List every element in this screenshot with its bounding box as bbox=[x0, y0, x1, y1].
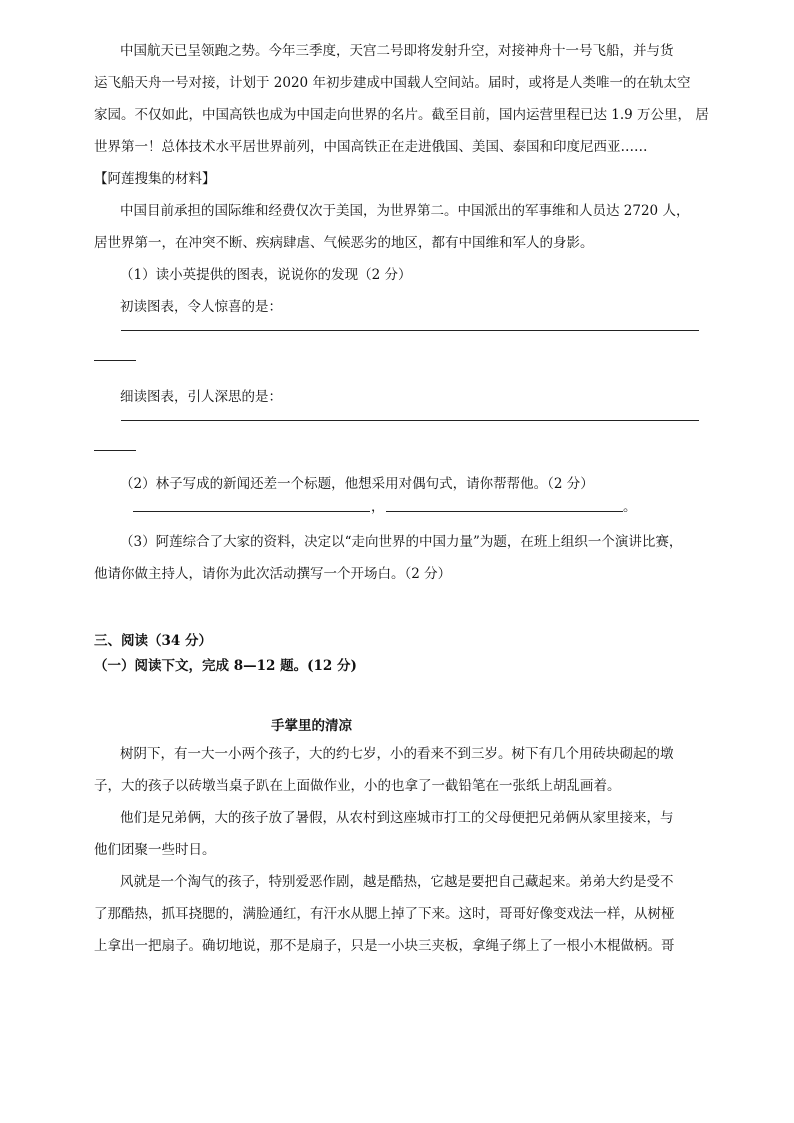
section-heading: 三、阅读（34 分） bbox=[94, 633, 212, 649]
alian-text-line-1: 中国目前承担的国际维和经费仅次于美国，为世界第二。中国派出的军事维和人员达 2720 人， bbox=[120, 203, 690, 219]
question-1-part-b: 细读图表，引人深思的是： bbox=[120, 389, 282, 405]
title-period: 。 bbox=[623, 499, 637, 515]
question-3-line-1: （3）阿莲综合了大家的资料，决定以“走向世界的中国力量”为题，在班上组织一个演讲比赛， bbox=[120, 534, 683, 550]
answer-line bbox=[94, 450, 136, 451]
intro-line-4: 世界第一！总体技术水平居世界前列，中国高铁正在走进俄国、美国、泰国和印度尼西亚…… bbox=[94, 139, 648, 155]
section-subheading: （一）阅读下文，完成 8—12 题。(12 分) bbox=[94, 658, 357, 674]
intro-line-2: 运飞船天舟一号对接，计划于 2020 年初步建成中国载人空间站。届时，或将是人类唯一的在轨太空 bbox=[94, 75, 691, 91]
alian-text-line-2: 居世界第一，在冲突不断、疾病肆虐、气候恶劣的地区，都有中国维和军人的身影。 bbox=[94, 235, 594, 251]
story-line: 子，大的孩子以砖墩当桌子趴在上面做作业，小的也拿了一截铅笔在一张纸上胡乱画着。 bbox=[94, 778, 621, 794]
title-comma: ， bbox=[371, 499, 385, 515]
story-line: 了那酷热，抓耳挠腮的，满脸通红，有汗水从腮上掉了下来。这时，哥哥好像变戏法一样，从树桠 bbox=[94, 906, 675, 922]
intro-line-1: 中国航天已呈领跑之势。今年三季度，天宫二号即将发射升空，对接神舟十一号飞船，并与货 bbox=[120, 43, 674, 59]
story-line: 树阴下，有一大一小两个孩子，大的约七岁，小的看来不到三岁。树下有几个用砖块砌起的墩 bbox=[120, 746, 674, 762]
alian-heading: 【阿莲搜集的材料】 bbox=[94, 171, 216, 187]
title-blank-left bbox=[133, 511, 370, 512]
story-line: 上拿出一把扇子。确切地说，那不是扇子，只是一小块三夹板，拿绳子绑上了一根小木棍做柄。哥 bbox=[94, 938, 675, 954]
title-blank-right bbox=[386, 511, 623, 512]
answer-line bbox=[121, 330, 699, 331]
answer-line bbox=[121, 420, 699, 421]
story-line: 风就是一个淘气的孩子，特别爱恶作剧，越是酷热，它越是要把自己藏起来。弟弟大约是受不 bbox=[120, 874, 674, 890]
question-1-prompt: （1）读小英提供的图表，说说你的发现（2 分） bbox=[120, 267, 412, 283]
question-2-prompt: （2）林子写成的新闻还差一个标题，他想采用对偶句式，请你帮帮他。（2 分） bbox=[120, 476, 594, 492]
answer-line bbox=[94, 360, 136, 361]
story-line: 他们是兄弟俩，大的孩子放了暑假，从农村到这座城市打工的父母便把兄弟俩从家里接来，与 bbox=[120, 810, 674, 826]
story-title: 手掌里的清凉 bbox=[271, 718, 352, 734]
intro-line-3: 家园。不仅如此，中国高铁也成为中国走向世界的名片。截至目前，国内运营里程已达 1.9 万公里， 居 bbox=[94, 107, 709, 123]
question-3-line-2: 他请你做主持人，请你为此次活动撰写一个开场白。（2 分） bbox=[94, 566, 452, 582]
question-1-part-a: 初读图表，令人惊喜的是： bbox=[120, 299, 282, 315]
story-line: 他们团聚一些时日。 bbox=[94, 842, 216, 858]
